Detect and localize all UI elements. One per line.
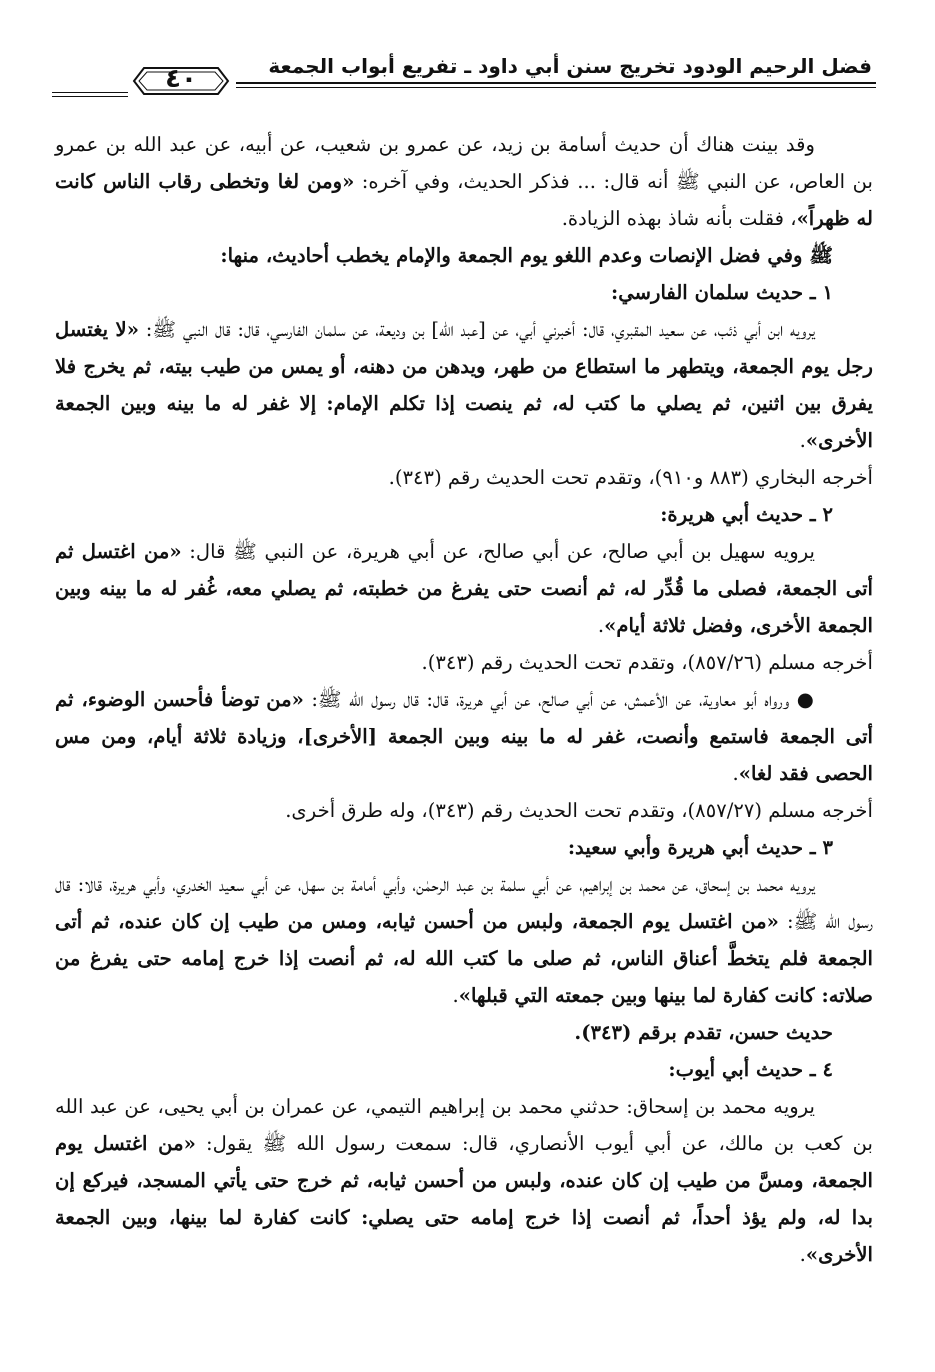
page-header: [52, 46, 876, 106]
text-run: «لا يغتسل رجل يوم الجمعة، ويتطهر ما استطاع من طهر، ويدهن من دهنه، أو يمس من طيب بيته، ثم يخرج فلا يفرق بين اثنين، ثم يصلي ما كتب له، ثم ينصت إذا تكلم الإمام: إلا غفر له ما بينه وبين الجمعة الأخرى»: [55, 318, 873, 452]
text-run: ٢ ـ حديث أبي هريرة:: [660, 503, 833, 526]
hadith-3-title: [55, 829, 873, 866]
hadith-3-text: [55, 866, 873, 1014]
text-run: يرويه ابن أبي ذئب، عن سعيد المقبري، قال: أخبرني أبي، عن [عبد الله] بن وديعة، عن سلمان الفارسي، قال: قال النبي ﷺ:: [138, 318, 815, 341]
text-run: أخرجه البخاري (٨٨٣ و٩١٠)، وتقدم تحت الحديث رقم (٣٤٣).: [388, 466, 873, 489]
text-run: ٤ ـ حديث أبي أيوب:: [668, 1058, 833, 1081]
hadith-2-variant-source: [55, 792, 873, 829]
hadith-2-variant: [55, 681, 873, 792]
text-run: يرويه محمد بن إسحاق: حدثني محمد بن إبراهيم التيمي، عن عمران بن أبي يحيى، عن عبد الله بن كعب بن مالك، عن أبي أيوب الأنصاري، قال: سمعت رسول الله ﷺ يقول:: [55, 1095, 873, 1155]
text-run: أخرجه مسلم (٨٥٧/٢٧)، وتقدم تحت الحديث رقم (٣٤٣)، وله طرق أخرى.: [285, 799, 873, 822]
page-number: ٤٠: [165, 64, 197, 94]
hadith-2-text: [55, 533, 873, 644]
text-run: .: [732, 762, 739, 785]
hadith-2-title: [55, 496, 873, 533]
text-run: ، فقلت بأنه شاذ بهذه الزيادة.: [561, 207, 797, 230]
running-title: فضل الرحيم الودود تخريج سنن أبي داود ـ تفريع أبواب الجمعة: [268, 54, 872, 78]
text-run: ١ ـ حديث سلمان الفارسي:: [611, 281, 833, 304]
hadith-4-text: [55, 1088, 873, 1273]
text-run: .: [452, 984, 459, 1007]
header-rule: [236, 82, 876, 84]
page-number-badge: [130, 60, 232, 102]
hadith-1-text: [55, 311, 873, 459]
hadith-1-title: [55, 274, 873, 311]
text-run: «من اغتسل يوم الجمعة، ولبس من أحسن ثيابه، ومس من طيب إن كان عنده، ثم أتى الجمعة فلم يتخطَّ أعناق الناس، ثم صلى ما كتب الله له، ثم أنصت إذا خرج إمامه حتى يفرغ من صلاته: كانت كفارة لما بينها وبين جمعته التي قبلها»: [55, 910, 873, 1007]
text-run: .: [799, 429, 806, 452]
text-run: ، تقدم برقم (٣٤٣).: [574, 1021, 735, 1044]
text-run: «من اغتسل ثم أتى الجمعة، فصلى ما قُدِّر له، ثم أنصت حتى يفرغ من خطبته، ثم يصلي معه، غُفر له ما بينه وبين الجمعة الأخرى، وفضل ثلاثة أيام»: [55, 540, 873, 637]
hadith-1-source: [55, 459, 873, 496]
text-run: ﷺ وفي فضل الإنصات وعدم اللغو يوم الجمعة والإمام يخطب أحاديث، منها:: [220, 244, 833, 267]
text-run: وقد بينت هناك أن حديث أسامة بن زيد، عن عمرو بن شعيب، عن أبيه، عن عبد الله بن عمرو بن العاص، عن النبي ﷺ أنه قال: ... فذكر الحديث، وفي آخره:: [55, 133, 873, 193]
section-heading: [55, 237, 873, 274]
text-run: يرويه سهيل بن أبي صالح، عن أبي صالح، عن أبي هريرة، عن النبي ﷺ قال:: [181, 540, 815, 563]
header-rule-left-thin: [52, 96, 128, 97]
text-run: «من اغتسل يوم الجمعة، ومسَّ من طيب إن كان عنده، ولبس من أحسن ثيابه، ثم خرج حتى يأتي المسجد، فيركع إن بدا له، ولم يؤذ أحداً، ثم أنصت إذا خرج إمامه حتى يصلي: كانت كفارة لما بينها، وبين الجمعة الأخرى»: [55, 1132, 873, 1266]
intro-paragraph: [55, 126, 873, 237]
hadith-4-title: [55, 1051, 873, 1088]
text-run: حديث حسن: [734, 1021, 833, 1044]
text-run: .: [597, 614, 605, 637]
text-run: ● ورواه أبو معاوية، عن الأعمش، عن أبي صالح، عن أبي هريرة، قال: قال رسول الله ﷺ:: [303, 688, 816, 711]
text-run: «من توضأ فأحسن الوضوء، ثم أتى الجمعة فاستمع وأنصت، غفر له ما بينه وبين الجمعة [الأخرى]، وزيادة ثلاثة أيام، ومن مس الحصى فقد لغا»: [55, 688, 873, 785]
hadith-3-grade: [55, 1014, 873, 1051]
header-rule-thin: [236, 87, 876, 88]
page-body: [55, 126, 873, 1273]
text-run: «ومن لغا وتخطى رقاب الناس كانت له ظهراً»: [55, 170, 873, 230]
text-run: .: [799, 1243, 806, 1266]
hadith-2-source: [55, 644, 873, 681]
text-run: يرويه محمد بن إسحاق، عن محمد بن إبراهيم، عن أبي سلمة بن عبد الرحمٰن، وأبي أمامة بن سهل، عن أبي سعيد الخدري، وأبي هريرة، قالا: قال رسول الله ﷺ:: [55, 873, 873, 933]
text-run: ٣ ـ حديث أبي هريرة وأبي سعيد:: [567, 836, 833, 859]
header-rule-left: [52, 92, 128, 93]
text-run: أخرجه مسلم (٨٥٧/٢٦)، وتقدم تحت الحديث رقم (٣٤٣).: [421, 651, 873, 674]
